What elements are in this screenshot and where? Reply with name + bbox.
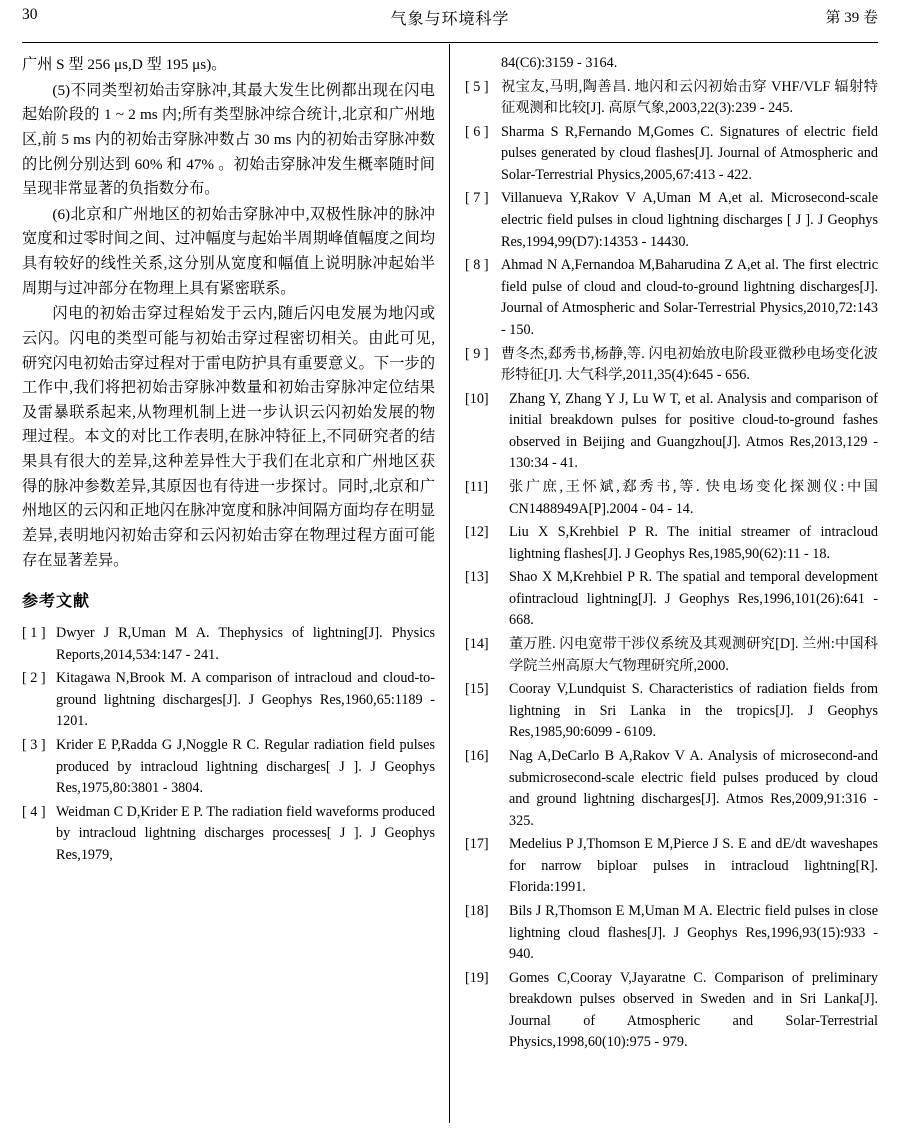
volume-label: 第 39 卷 <box>825 10 878 26</box>
reference-text: Zhang Y, Zhang Y J, Lu W T, et al. Analysis and comparison of initial breakdown pulses for positive cloud-to-ground fashes observed in Beijing and Guangzhou[J]. Atmos Res,2013,129 - 130:34 - 41. <box>509 390 878 472</box>
reference-item <box>465 679 878 744</box>
reference-text: 曹冬杰,郄秀书,杨静,等. 闪电初始放电阶段亚微秒电场变化波形特征[J]. 大气科学,2011,35(4):645 - 656. <box>501 345 878 384</box>
reference-item <box>22 802 435 867</box>
reference-number: [19] <box>465 969 489 986</box>
reference-text: Medelius P J,Thomson E M,Pierce J S. E and dE/dt waveshapes for narrow biploar pulses in intracloud lightning[R]. Florida:1991. <box>509 836 878 896</box>
reference-text: Shao X M,Krehbiel P R. The spatial and temporal development ofintracloud lightning[J]. J Geophys Res,1996,101(26):641 - 668. <box>509 569 878 629</box>
reference-number: [18] <box>465 902 489 919</box>
reference-item <box>465 122 878 187</box>
reference-item <box>465 255 878 341</box>
reference-item <box>465 746 878 832</box>
reference-item <box>22 735 435 800</box>
body-paragraph-discussion: 闪电的初始击穿过程始发于云内,随后闪电发展为地闪或云闪。闪电的类型可能与初始击穿过程密切相关。由此可见,研究闪电初始击穿过程对于雷电防护具有重要意义。下一步的工作中,我们将把初始击穿脉冲数量和初始击穿脉冲定位结果及雷暴联系起来,从物理机制上进一步认识云闪初始发展的物理过程。本文的对比工作表明,在脉冲特征上,不同研究者的结果具有很大的差异,这种差异性大于我们在北京和广州地区获得的脉冲参数差异,其原因也有待进一步探讨。同时,北京和广州地区的云闪和正地闪在脉冲宽度和脉冲间隔方面均存在明显差异,表明地闪初始击穿和云闪初始击穿在物理过程方面可能存在显著差异。 <box>22 305 435 569</box>
reference-item <box>465 188 878 253</box>
reference-number: [13] <box>465 569 489 586</box>
reference-text: 祝宝友,马明,陶善昌. 地闪和云闪初始击穿 VHF/VLF 辐射特征观测和比较[J]. 高原气象,2003,22(3):239 - 245. <box>501 78 878 117</box>
reference-text: Sharma S R,Fernando M,Gomes C. Signatures of electric field pulses generated by cloud flashes[J]. Journal of Atmospheric and Solar-Terrestrial Physics,2005,67:413 - 422. <box>501 123 878 183</box>
reference-text: Weidman C D,Krider E P. The radiation field waveforms produced by intracloud lightning discharges processes[ J ]. J Geophys Res,1979, <box>56 803 435 863</box>
reference-number: [ 4 ] <box>22 803 46 820</box>
reference-text: Krider E P,Radda G J,Noggle R C. Regular radiation field pulses produced by intracloud lightning discharges[ J ]. J Geophys Res,1975,80:3801 - 3804. <box>56 736 435 797</box>
reference-text: Ahmad N A,Fernandoa M,Baharudina Z A,et al. The first electric field pulse of cloud and cloud-to-ground lightning discharges[J]. Journal of Atmospheric and Solar-Terrestrial Physics,2010,72:143 - 150. <box>501 257 878 338</box>
reference-item <box>465 522 878 565</box>
reference-number: [ 2 ] <box>22 670 46 687</box>
journal-title: 气象与环境科学 <box>390 11 510 28</box>
reference-number: [17] <box>465 836 489 853</box>
body-paragraph-5: (5)不同类型初始击穿脉冲,其最大发生比例都出现在闪电起始阶段的 1 ~ 2 ms 内;所有类型脉冲综合统计,北京和广州地区,前 5 ms 内的初始击穿脉冲数占 30 ms 内的初始击穿脉冲数的比例分别达到 60% 和 47% 。初始击穿脉冲发生概率随时间呈现非常显著的负指数分布。 <box>22 81 435 198</box>
reference-continuation <box>465 53 878 75</box>
reference-text: 张广庶,王怀斌,郄秀书,等. 快电场变化探测仪:中国 CN1488949A[P].2004 - 04 - 14. <box>509 478 878 517</box>
reference-number: [11] <box>465 478 489 495</box>
continuation-paragraph: 广州 S 型 256 μs,D 型 195 μs)。 <box>22 56 227 73</box>
reference-number: [16] <box>465 747 489 764</box>
column-divider <box>449 44 450 1123</box>
left-column <box>22 53 435 1064</box>
right-column <box>465 53 878 1064</box>
reference-text: Kitagawa N,Brook M. A comparison of intracloud and cloud-to-ground lightning discharges[J]. J Geophys Res,1960,65:1189 - 1201. <box>56 670 435 730</box>
reference-text: Cooray V,Lundquist S. Characteristics of radiation fields from lightning in Sri Lanka in the tropics[J]. J Geophys Res,1985,90:6099 - 6109. <box>509 681 878 741</box>
reference-number: [12] <box>465 524 489 541</box>
reference-item <box>22 668 435 733</box>
body-paragraph-6: (6)北京和广州地区的初始击穿脉冲中,双极性脉冲的脉冲宽度和过零时间之间、过冲幅度与起始半周期峰值幅度之间均具有较好的线性关系,这分别从宽度和幅值上说明脉冲起始半周期与过冲部分在物理上具有紧密联系。 <box>22 205 435 297</box>
reference-item <box>465 389 878 475</box>
page-header <box>22 0 878 40</box>
reference-number: [10] <box>465 390 489 407</box>
reference-number: [ 7 ] <box>465 190 489 207</box>
reference-item <box>465 901 878 966</box>
reference-text: Nag A,DeCarlo B A,Rakov V A. Analysis of microsecond-and submicrosecond-scale electric field pulses produced by cloud and ground lightning discharges[J]. Atmos Res,2009,91:316 - 325. <box>509 747 878 829</box>
page-columns <box>22 53 878 1064</box>
header-divider <box>22 42 878 43</box>
reference-number: [ 1 ] <box>22 625 46 642</box>
reference-item <box>22 623 435 666</box>
page-number: 30 <box>22 6 38 23</box>
reference-item <box>465 834 878 899</box>
reference-number: [ 9 ] <box>465 345 489 362</box>
reference-text: Dwyer J R,Uman M A. Thephysics of lightning[J]. Physics Reports,2014,534:147 - 241. <box>56 625 435 663</box>
reference-text: Gomes C,Cooray V,Jayaratne C. Comparison of preliminary breakdown pulses observed in Sweden and in Sri Lanka[J]. Journal of Atmospheric and Solar-Terrestrial Physics,1998,60(10):975 - 979. <box>509 969 878 1051</box>
reference-item <box>465 344 878 387</box>
reference-item <box>465 77 878 120</box>
reference-number: [ 6 ] <box>465 123 489 140</box>
reference-text: 董万胜. 闪电宽带干涉仪系统及其观测研究[D]. 兰州:中国科学院兰州高原大气物理研究所,2000. <box>509 636 878 674</box>
reference-item <box>465 567 878 632</box>
reference-number: [15] <box>465 681 489 698</box>
reference-item <box>465 477 878 520</box>
reference-number: [14] <box>465 636 489 653</box>
reference-text: Bils J R,Thomson E M,Uman M A. Electric field pulses in close lightning cloud flashes[J]. J Geophys Res,1996,93(15):933 - 940. <box>509 902 878 963</box>
reference-item <box>465 968 878 1054</box>
reference-number: [ 5 ] <box>465 78 489 95</box>
reference-number: [ 3 ] <box>22 736 46 753</box>
reference-text: Liu X S,Krehbiel P R. The initial streamer of intracloud lightning flashes[J]. J Geophys Res,1985,90(62):11 - 18. <box>509 524 878 562</box>
references-heading: 参考文献 <box>22 593 91 611</box>
reference-item <box>465 634 878 677</box>
reference-number-spacer <box>465 53 501 75</box>
reference-continuation-text: 84(C6):3159 - 3164. <box>501 55 618 71</box>
reference-number: [ 8 ] <box>465 257 489 274</box>
reference-text: Villanueva Y,Rakov V A,Uman M A,et al. Microsecond-scale electric field pulses in cloud lightning discharges [ J ]. J Geophys Res,1994,99(D7):14353 - 14430. <box>501 190 878 250</box>
